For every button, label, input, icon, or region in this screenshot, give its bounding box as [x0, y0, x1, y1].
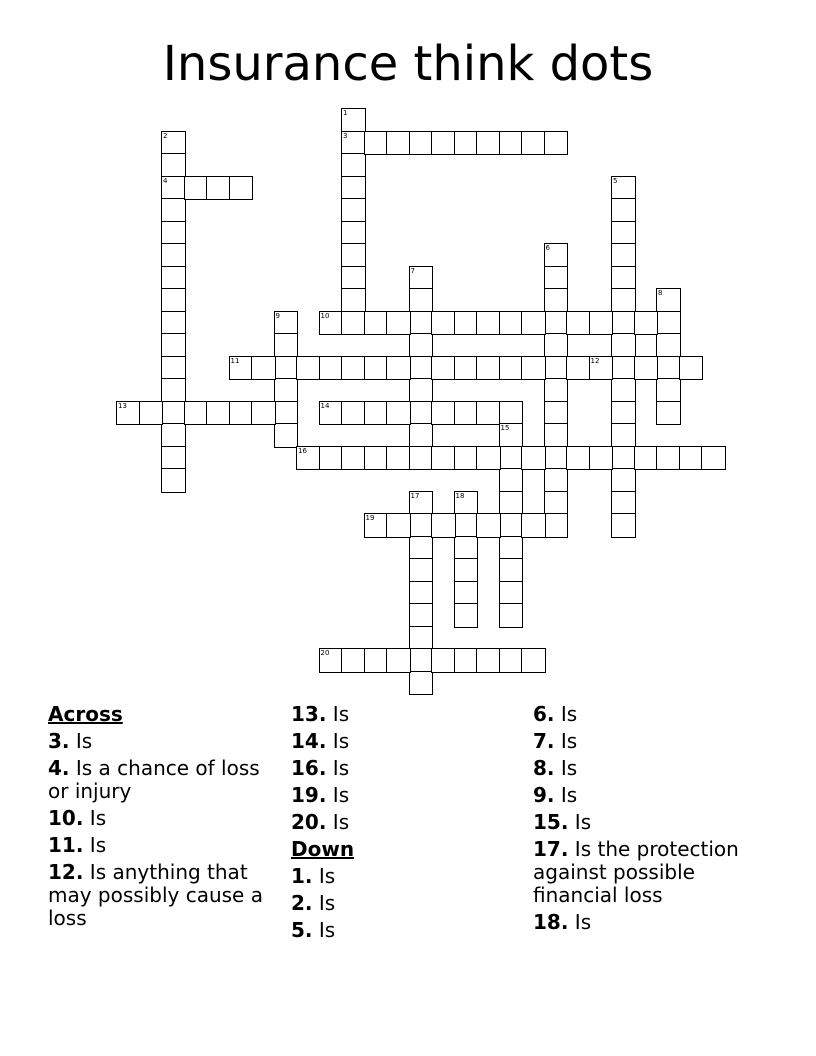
clue-item-text: Is — [326, 810, 350, 834]
grid-cell[interactable] — [612, 312, 635, 335]
clue-item-text: Is — [554, 729, 578, 753]
grid-cell[interactable] — [342, 649, 365, 672]
clue-column-1 — [48, 703, 278, 934]
clue-number: 1 — [343, 109, 348, 117]
grid-cell[interactable] — [477, 357, 500, 380]
grid-cell[interactable] — [275, 334, 298, 357]
clue-item-text: Is the protection against possible financial loss — [533, 837, 739, 907]
grid-cell[interactable] — [522, 312, 545, 335]
grid-cell[interactable] — [410, 514, 433, 537]
grid-cell[interactable] — [410, 379, 433, 402]
grid-cell[interactable] — [432, 447, 455, 470]
clue-item-number: 6. — [533, 702, 555, 726]
grid-cell[interactable] — [680, 357, 703, 380]
grid-cell[interactable] — [500, 402, 523, 425]
grid-cell[interactable] — [410, 132, 433, 155]
grid-cell[interactable] — [612, 357, 635, 380]
clue-item — [533, 757, 773, 780]
clue-item — [533, 730, 773, 753]
clue-number: 12 — [590, 356, 600, 365]
grid-cell[interactable] — [162, 267, 185, 290]
clue-item-text: Is — [312, 918, 336, 942]
grid-cell[interactable] — [657, 312, 680, 335]
grid-cell[interactable] — [342, 199, 365, 222]
clue-item-number: 10. — [48, 806, 84, 830]
grid-cell[interactable] — [297, 357, 320, 380]
grid-cell[interactable] — [162, 132, 185, 155]
grid-cell[interactable] — [612, 492, 635, 515]
grid-cell[interactable] — [387, 357, 410, 380]
grid-cell[interactable] — [545, 267, 568, 290]
grid-cell[interactable] — [162, 402, 185, 425]
grid-cell[interactable] — [410, 402, 433, 425]
grid-cell[interactable] — [612, 447, 635, 470]
grid-cell[interactable] — [410, 447, 433, 470]
clue-item-number: 18. — [533, 910, 569, 934]
grid-cell[interactable] — [230, 357, 253, 380]
grid-cell[interactable] — [545, 334, 568, 357]
grid-cell[interactable] — [500, 312, 523, 335]
grid-cell[interactable] — [612, 222, 635, 245]
grid-cell[interactable] — [410, 424, 433, 447]
clue-number: 15 — [500, 424, 510, 432]
grid-cell[interactable] — [522, 514, 545, 537]
grid-cell[interactable] — [387, 312, 410, 335]
grid-cell[interactable] — [500, 537, 523, 560]
grid-cell[interactable] — [545, 492, 568, 515]
clue-item-number: 5. — [291, 918, 313, 942]
grid-cell[interactable] — [320, 649, 343, 672]
grid-cell[interactable] — [432, 649, 455, 672]
grid-cell[interactable] — [275, 402, 298, 425]
grid-cell[interactable] — [612, 514, 635, 537]
grid-cell[interactable] — [432, 132, 455, 155]
clue-item-text: Is — [326, 783, 350, 807]
grid-cell[interactable] — [567, 357, 590, 380]
grid-cell[interactable] — [230, 177, 253, 200]
grid-cell[interactable] — [545, 424, 568, 447]
clue-item — [291, 730, 521, 753]
clue-item-text: Is — [554, 702, 578, 726]
grid-cell[interactable] — [275, 379, 298, 402]
grid-cell[interactable] — [500, 357, 523, 380]
clue-number: 14 — [320, 401, 330, 410]
clue-item-number: 16. — [291, 756, 327, 780]
grid-cell[interactable] — [162, 289, 185, 312]
grid-cell[interactable] — [545, 379, 568, 402]
grid-cell[interactable] — [455, 357, 478, 380]
grid-cell[interactable] — [657, 402, 680, 425]
grid-cell[interactable] — [342, 154, 365, 177]
grid-cell[interactable] — [320, 402, 343, 425]
grid-cell[interactable] — [657, 334, 680, 357]
clue-item-text: Is — [568, 810, 592, 834]
clue-item-text: Is anything that may possibly cause a loss — [48, 860, 263, 930]
grid-cell[interactable] — [477, 649, 500, 672]
clue-item — [291, 703, 521, 726]
clue-item-text: Is — [326, 729, 350, 753]
grid-cell[interactable] — [657, 379, 680, 402]
grid-cell[interactable] — [162, 357, 185, 380]
grid-cell[interactable] — [162, 424, 185, 447]
grid-cell[interactable] — [657, 447, 680, 470]
grid-cell[interactable] — [545, 447, 568, 470]
grid-cell[interactable] — [342, 357, 365, 380]
clue-item-number: 7. — [533, 729, 555, 753]
grid-cell[interactable] — [522, 357, 545, 380]
grid-cell[interactable] — [387, 649, 410, 672]
grid-cell[interactable] — [387, 447, 410, 470]
grid-cell[interactable] — [410, 312, 433, 335]
clue-item-number: 3. — [48, 729, 70, 753]
grid-cell[interactable] — [320, 447, 343, 470]
grid-cell[interactable] — [185, 402, 208, 425]
grid-cell[interactable] — [342, 267, 365, 290]
clue-item — [291, 757, 521, 780]
grid-cell[interactable] — [410, 357, 433, 380]
grid-cell[interactable] — [612, 379, 635, 402]
clue-item-text: Is — [568, 910, 592, 934]
clue-item-text: Is a chance of loss or injury — [48, 756, 260, 803]
clue-item-number: 9. — [533, 783, 555, 807]
grid-cell[interactable] — [477, 514, 500, 537]
grid-cell[interactable] — [612, 177, 635, 200]
grid-cell[interactable] — [455, 312, 478, 335]
grid-cell[interactable] — [432, 514, 455, 537]
clue-number: 16 — [298, 446, 307, 455]
grid-cell[interactable] — [612, 267, 635, 290]
clue-item-number: 19. — [291, 783, 327, 807]
grid-cell[interactable] — [455, 559, 478, 582]
grid-cell[interactable] — [365, 357, 388, 380]
clue-item — [533, 911, 773, 934]
grid-cell[interactable] — [162, 334, 185, 357]
grid-cell[interactable] — [342, 447, 365, 470]
grid-cell[interactable] — [455, 582, 478, 605]
clue-item-text: Is — [312, 891, 336, 915]
grid-cell[interactable] — [657, 357, 680, 380]
grid-cell[interactable] — [410, 559, 433, 582]
clue-item — [291, 865, 521, 888]
grid-cell[interactable] — [365, 402, 388, 425]
grid-cell[interactable] — [185, 177, 208, 200]
grid-cell[interactable] — [612, 199, 635, 222]
grid-cell[interactable] — [635, 312, 658, 335]
grid-cell[interactable] — [230, 402, 253, 425]
clue-item — [291, 892, 521, 915]
grid-cell[interactable] — [477, 447, 500, 470]
down-heading: Down — [291, 837, 355, 861]
grid-cell[interactable] — [500, 424, 523, 447]
grid-cell[interactable] — [162, 244, 185, 267]
grid-cell[interactable] — [252, 402, 275, 425]
grid-cell[interactable] — [455, 492, 478, 515]
grid-cell[interactable] — [545, 244, 568, 267]
grid-cell[interactable] — [500, 469, 523, 492]
grid-cell[interactable] — [612, 402, 635, 425]
clue-item-text: Is — [326, 702, 350, 726]
grid-cell[interactable] — [500, 132, 523, 155]
clue-number: 7 — [410, 266, 415, 275]
grid-cell[interactable] — [410, 334, 433, 357]
clue-number: 11 — [230, 356, 240, 365]
grid-cell[interactable] — [387, 402, 410, 425]
grid-cell[interactable] — [342, 312, 365, 335]
grid-cell[interactable] — [477, 402, 500, 425]
clue-number: 18 — [455, 491, 465, 500]
grid-cell[interactable] — [410, 627, 433, 650]
clue-item — [291, 784, 521, 807]
grid-cell[interactable] — [612, 244, 635, 267]
grid-cell[interactable] — [477, 312, 500, 335]
grid-cell[interactable] — [545, 514, 568, 537]
grid-cell[interactable] — [545, 469, 568, 492]
grid-cell[interactable] — [567, 312, 590, 335]
clue-number: 9 — [275, 311, 280, 320]
grid-cell[interactable] — [365, 132, 388, 155]
grid-cell[interactable] — [545, 289, 568, 312]
grid-cell[interactable] — [545, 312, 568, 335]
grid-cell[interactable] — [590, 447, 613, 470]
grid-cell[interactable] — [500, 582, 523, 605]
clue-item-number: 4. — [48, 756, 70, 780]
clue-item — [533, 838, 773, 907]
grid-cell[interactable] — [162, 222, 185, 245]
grid-cell[interactable] — [455, 537, 478, 560]
clue-column-3 — [533, 703, 773, 938]
clue-item — [291, 919, 521, 942]
grid-cell[interactable] — [117, 402, 140, 425]
clue-item — [48, 861, 278, 930]
clue-number: 5 — [613, 176, 618, 185]
grid-cell[interactable] — [410, 672, 433, 695]
grid-cell[interactable] — [387, 514, 410, 537]
clue-item — [533, 811, 773, 834]
clue-item-text: Is — [554, 756, 578, 780]
grid-cell[interactable] — [365, 447, 388, 470]
grid-cell[interactable] — [162, 447, 185, 470]
grid-cell[interactable] — [140, 402, 163, 425]
grid-cell[interactable] — [410, 604, 433, 627]
grid-cell[interactable] — [162, 199, 185, 222]
grid-cell[interactable] — [612, 334, 635, 357]
grid-cell[interactable] — [207, 402, 230, 425]
grid-cell[interactable] — [162, 469, 185, 492]
grid-cell[interactable] — [275, 357, 298, 380]
clue-item-number: 13. — [291, 702, 327, 726]
clue-item-number: 12. — [48, 860, 84, 884]
grid-cell[interactable] — [477, 132, 500, 155]
clue-number: 2 — [163, 131, 168, 140]
grid-cell[interactable] — [162, 312, 185, 335]
across-heading: Across — [48, 702, 123, 726]
clue-item-number: 2. — [291, 891, 313, 915]
clue-item-text: Is — [326, 756, 350, 780]
grid-cell[interactable] — [342, 402, 365, 425]
grid-cell[interactable] — [455, 604, 478, 627]
grid-cell[interactable] — [432, 357, 455, 380]
grid-cell[interactable] — [162, 177, 185, 200]
grid-cell[interactable] — [410, 537, 433, 560]
grid-cell[interactable] — [657, 289, 680, 312]
grid-cell[interactable] — [545, 357, 568, 380]
clue-item-number: 8. — [533, 756, 555, 780]
grid-cell[interactable] — [162, 379, 185, 402]
clue-item-number: 15. — [533, 810, 569, 834]
grid-cell[interactable] — [320, 357, 343, 380]
grid-cell[interactable] — [432, 402, 455, 425]
grid-cell[interactable] — [500, 447, 523, 470]
grid-cell[interactable] — [410, 289, 433, 312]
grid-cell[interactable] — [365, 514, 388, 537]
grid-cell[interactable] — [455, 649, 478, 672]
clue-item — [48, 834, 278, 857]
clue-item — [533, 784, 773, 807]
grid-cell[interactable] — [342, 132, 365, 155]
grid-cell[interactable] — [320, 312, 343, 335]
grid-cell[interactable] — [455, 514, 478, 537]
clue-item — [291, 811, 521, 834]
grid-cell[interactable] — [275, 312, 298, 335]
grid-cell[interactable] — [612, 469, 635, 492]
clue-item-text: Is — [83, 806, 107, 830]
clue-number: 13 — [118, 401, 127, 410]
clue-item-text: Is — [554, 783, 578, 807]
clue-item — [48, 730, 278, 753]
grid-cell[interactable] — [410, 267, 433, 290]
clue-number: 10 — [320, 311, 330, 320]
grid-cell[interactable] — [522, 447, 545, 470]
clue-item-text: Is — [83, 833, 107, 857]
clue-item-number: 20. — [291, 810, 327, 834]
grid-cell[interactable] — [500, 604, 523, 627]
grid-cell[interactable] — [612, 424, 635, 447]
grid-cell[interactable] — [207, 177, 230, 200]
grid-cell[interactable] — [410, 582, 433, 605]
grid-cell[interactable] — [432, 312, 455, 335]
clue-number: 3 — [343, 131, 348, 140]
grid-cell[interactable] — [455, 447, 478, 470]
page-title: Insurance think dots — [162, 36, 654, 92]
grid-cell[interactable] — [342, 222, 365, 245]
clue-number: 17 — [410, 491, 420, 500]
grid-cell[interactable] — [590, 312, 613, 335]
grid-cell[interactable] — [410, 492, 433, 515]
grid-cell[interactable] — [635, 357, 658, 380]
grid-cell[interactable] — [500, 514, 523, 537]
grid-cell[interactable] — [612, 289, 635, 312]
clue-number: 19 — [365, 514, 375, 522]
grid-cell[interactable] — [567, 447, 590, 470]
grid-cell[interactable] — [387, 132, 410, 155]
clue-item-number: 1. — [291, 864, 313, 888]
clue-number: 8 — [658, 289, 663, 297]
grid-cell[interactable] — [275, 424, 298, 447]
clue-item-number: 14. — [291, 729, 327, 753]
grid-cell[interactable] — [500, 492, 523, 515]
clue-item-number: 17. — [533, 837, 569, 861]
clue-item — [533, 703, 773, 726]
clue-number: 20 — [320, 649, 330, 657]
grid-cell[interactable] — [342, 244, 365, 267]
clue-item — [48, 757, 278, 803]
grid-cell[interactable] — [455, 132, 478, 155]
grid-cell[interactable] — [545, 402, 568, 425]
grid-cell[interactable] — [342, 109, 365, 132]
grid-cell[interactable] — [500, 649, 523, 672]
grid-cell[interactable] — [365, 649, 388, 672]
grid-cell[interactable] — [522, 649, 545, 672]
clue-number: 4 — [163, 176, 168, 185]
clue-item-text: Is — [69, 729, 93, 753]
grid-cell[interactable] — [635, 447, 658, 470]
clue-column-2 — [291, 703, 521, 946]
grid-cell[interactable] — [342, 177, 365, 200]
grid-cell[interactable] — [342, 289, 365, 312]
grid-cell[interactable] — [455, 402, 478, 425]
clue-item — [48, 807, 278, 830]
grid-cell[interactable] — [500, 559, 523, 582]
grid-cell[interactable] — [297, 447, 320, 470]
grid-cell[interactable] — [252, 357, 275, 380]
grid-cell[interactable] — [702, 447, 725, 470]
clue-item-text: Is — [312, 864, 336, 888]
grid-cell[interactable] — [162, 154, 185, 177]
grid-cell[interactable] — [522, 132, 545, 155]
grid-cell[interactable] — [365, 312, 388, 335]
grid-cell[interactable] — [410, 649, 433, 672]
clue-number: 6 — [545, 244, 550, 252]
grid-cell[interactable] — [545, 132, 568, 155]
clue-item-number: 11. — [48, 833, 84, 857]
grid-cell[interactable] — [590, 357, 613, 380]
grid-cell[interactable] — [680, 447, 703, 470]
